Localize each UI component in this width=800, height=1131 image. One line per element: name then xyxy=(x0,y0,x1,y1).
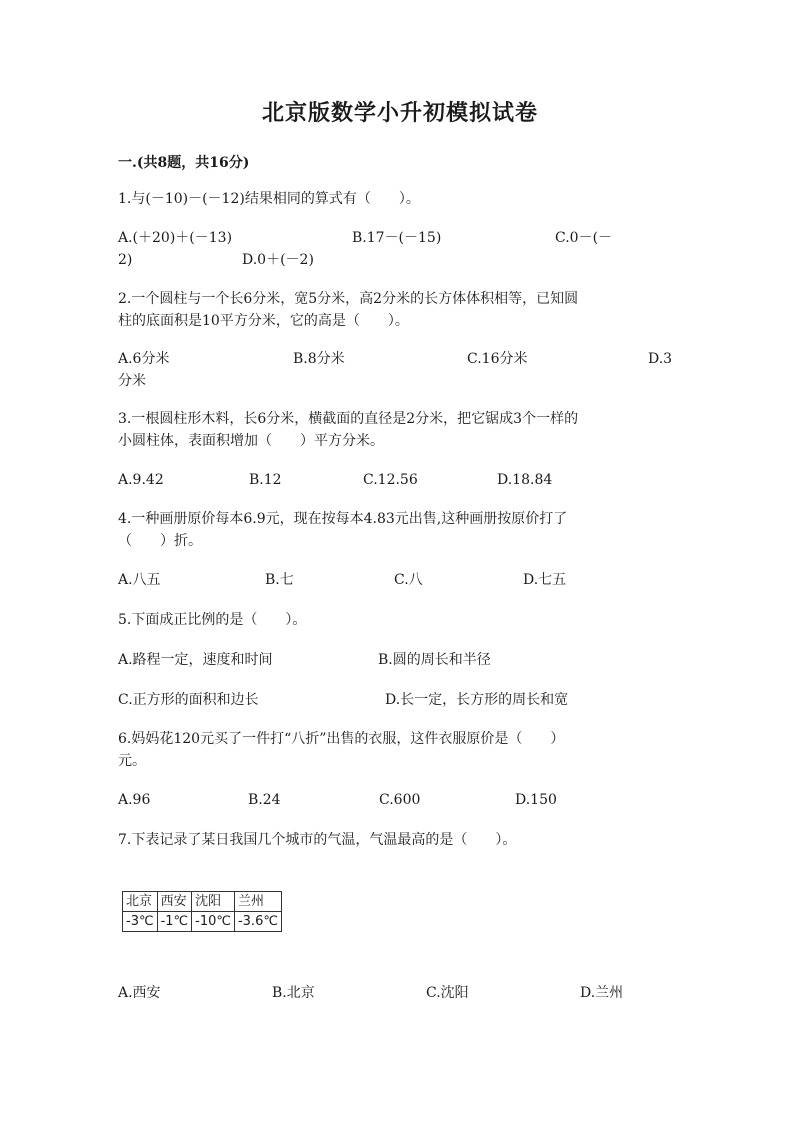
table-cell-city: 沈阳 xyxy=(192,892,235,912)
question-4-text-line2: （ ）折。 xyxy=(118,533,202,549)
table-cell-city: 兰州 xyxy=(234,892,281,912)
question-2-text-line1: 2.一个圆柱与一个长6分米，宽5分米，高2分米的长方体体积相等，已知圆 xyxy=(118,291,579,307)
question-5-option-a: A.路程一定，速度和时间 xyxy=(118,652,273,668)
question-1-option-a: A.(＋20)＋(－13) xyxy=(118,230,233,246)
question-2-option-c: C.16分米 xyxy=(467,351,528,367)
question-6-text-line2: 元。 xyxy=(118,753,146,769)
question-6-option-d: D.150 xyxy=(515,792,557,808)
question-6-text-line1: 6.妈妈花120元买了一件打“八折”出售的衣服，这件衣服原价是（ ） xyxy=(118,731,565,747)
table-cell-city: 北京 xyxy=(123,892,158,912)
table-cell-temp: -1℃ xyxy=(157,912,192,932)
question-5-text: 5.下面成正比例的是（ ）。 xyxy=(118,612,307,628)
table-cell-temp: -3.6℃ xyxy=(234,912,281,932)
question-3-option-b: B.12 xyxy=(249,472,282,488)
question-3-text-line1: 3.一根圆柱形木料，长6分米，横截面的直径是2分米，把它锯成3个一样的 xyxy=(118,411,579,427)
table-row-cities xyxy=(123,892,282,912)
question-2-text-line2: 柱的底面积是10平方分米，它的高是（ ）。 xyxy=(118,313,409,329)
question-4-option-d: D.七五 xyxy=(523,572,567,588)
question-5-option-c: C.正方形的面积和边长 xyxy=(118,692,259,708)
page-title: 北京版数学小升初模拟试卷 xyxy=(261,100,538,126)
question-4-text-line1: 4.一种画册原价每本6.9元，现在按每本4.83元出售,这种画册按原价打了 xyxy=(118,511,568,527)
question-1-option-d: D.0＋(－2) xyxy=(242,252,314,268)
question-5-option-b: B.圆的周长和半径 xyxy=(378,652,491,668)
table-row-temps xyxy=(123,912,282,932)
question-1-option-c-continued: 2) xyxy=(118,252,133,268)
question-4-option-c: C.八 xyxy=(394,572,423,588)
question-6-option-c: C.600 xyxy=(379,792,421,808)
question-1-text: 1.与(－10)－(－12)结果相同的算式有（ ）。 xyxy=(118,191,420,207)
question-6-option-b: B.24 xyxy=(248,792,281,808)
question-1-option-b: B.17－(－15) xyxy=(352,230,442,246)
question-7-option-a: A.西安 xyxy=(118,985,161,1001)
question-2-option-b: B.8分米 xyxy=(293,351,345,367)
question-3-text-line2: 小圆柱体，表面积增加（ ）平方分米。 xyxy=(118,433,384,449)
question-6-option-a: A.96 xyxy=(118,792,151,808)
question-7-option-b: B.北京 xyxy=(272,985,315,1001)
table-cell-temp: -3℃ xyxy=(123,912,158,932)
question-1-option-c: C.0－(－ xyxy=(555,230,613,246)
question-2-option-d-continued: 分米 xyxy=(118,373,146,389)
question-2-option-d: D.3 xyxy=(648,351,673,367)
question-7-text: 7.下表记录了某日我国几个城市的气温，气温最高的是（ ）。 xyxy=(118,832,517,848)
question-3-option-d: D.18.84 xyxy=(497,472,553,488)
question-7-option-c: C.沈阳 xyxy=(426,985,469,1001)
question-2-option-a: A.6分米 xyxy=(118,351,170,367)
question-4-option-b: B.七 xyxy=(265,572,294,588)
question-7-option-d: D.兰州 xyxy=(580,985,624,1001)
question-3-option-a: A.9.42 xyxy=(118,472,164,488)
table-cell-city: 西安 xyxy=(157,892,192,912)
section-heading: 一.(共8题，共16分) xyxy=(118,155,250,171)
question-3-option-c: C.12.56 xyxy=(363,472,418,488)
question-5-option-d: D.长一定，长方形的周长和宽 xyxy=(385,692,569,708)
table-cell-temp: -10℃ xyxy=(192,912,235,932)
city-temperature-table xyxy=(122,891,282,932)
question-4-option-a: A.八五 xyxy=(118,572,161,588)
